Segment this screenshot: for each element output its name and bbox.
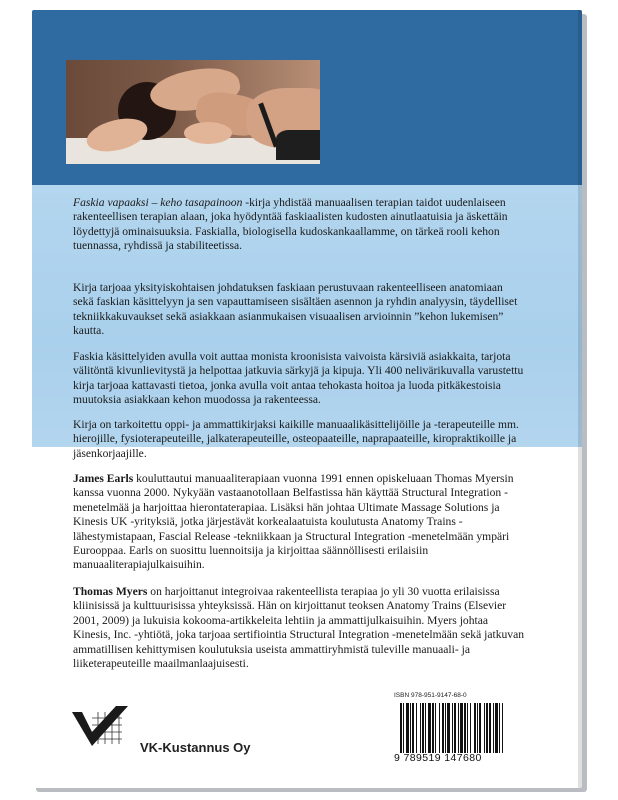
barcode-bar: [499, 703, 500, 753]
author-bio-earls: [73, 472, 525, 573]
publisher-name: VK-Kustannus Oy: [140, 740, 251, 755]
barcode-bar: [428, 703, 431, 753]
barcode-bars: [399, 703, 523, 753]
barcode-bar: [467, 703, 468, 753]
barcode-bar: [435, 703, 436, 753]
intro-paragraph: [73, 196, 525, 254]
author-bio-myers: [73, 585, 525, 671]
barcode-bar: [432, 703, 434, 753]
barcode-bar: [452, 703, 453, 753]
barcode-bar: [486, 703, 488, 753]
barcode-bar: [484, 703, 485, 753]
massage-photo: [66, 60, 320, 164]
barcode-bar: [470, 703, 471, 753]
author-name-earls: James Earls: [73, 472, 134, 485]
barcode-bar: [502, 703, 503, 753]
vk-logo-icon: [70, 706, 134, 746]
barcode-bar: [460, 703, 463, 753]
author-name-myers: Thomas Myers: [73, 585, 148, 598]
barcode-bar: [489, 703, 491, 753]
barcode-bar: [416, 703, 417, 753]
barcode-bar: [400, 703, 402, 753]
barcode-bar: [458, 703, 459, 753]
author-text-earls: kouluttautui manuaaliterapiaan vuonna 1991 ennen opiskeluaan Thomas Myersin kanssa vuonna 2000. Nykyään vastaanotollaan Belfastissa hän käyttää Structural Integration -menetelmää ja harjoittaa hierontaterapiaa. Lisäksi hän johtaa Ultimate Massage Solutions ja Kinesis UK -yrityksiä, jotka järjestävät korkealaatuista koulutusta Anatomy Trains -lähestymistapaan, Fascial Release -tekniikkaan ja Structural Integration -menetelmään ympäri Eurooppaa. Earls on suosittu luennoitsija ja kirjoittaa säännöllisesti erilaisiin manuaaliterapiajulkaisuihin.: [73, 472, 514, 572]
barcode-number: 9 789519 147680: [394, 752, 482, 764]
barcode-bar: [420, 703, 421, 753]
intro-text: -kirja yhdistää manuaalisen terapian taidot uudenlaiseen rakenteellisen terapian alaan, joka hyödyntää faskiaalisten kudosten ainutlaatuisia ja äskettäin löydettyjä ominaisuuksia. Faskialla, biologisella kudoskankaallamme, on tärkeä rooli kehon tuennassa, ryhdissä ja stabiliteetissa.: [73, 196, 508, 253]
barcode-bar: [425, 703, 426, 753]
author-text-myers: on harjoittanut integroivaa rakenteellista terapiaa jo yli 30 vuotta erilaisissa kliinisissä ja kulttuurisissa yhteyksissä. Hän on kirjoittanut teoksen Anatomy Trains (Elsevier 2001, 2009) ja lukuisia kokooma-artikkeleita lehtiin ja ammattijulkaisuihin. Myers johtaa Kinesis, Inc. -yhtiötä, joka tarjoaa sertifiointia Structural Integration -menetelmään sekä jatkuvan ammatillisen kehittymisen koulutuksia useista ammattiryhmistä tuleville manuaali- ja liiketerapeuteille maailmanlaajuisesti.: [73, 585, 525, 671]
barcode-bar: [464, 703, 466, 753]
barcode-bar: [442, 703, 444, 753]
barcode-bar: [454, 703, 456, 753]
spine-edge: [578, 10, 582, 788]
barcode-bar: [422, 703, 424, 753]
barcode-bar: [479, 703, 481, 753]
isbn-label: ISBN 978-951-9147-68-0: [394, 692, 467, 699]
paragraph-4: Kirja on tarkoitettu oppi- ja ammattikirjaksi kaikille manuaalikäsittelijöille ja -terapeuteille mm. hierojille, fysioterapeuteille, jalkaterapeuteille, osteopaateille, naprapaateille, kiropraktikoille ja jäsenkorjaajille.: [73, 418, 519, 460]
paragraph-3: Faskia käsittelyiden avulla voit auttaa monista kroonisista vaivoista kärsiviä asiakkaita, tarjota välitöntä kivunlievitystä ja helpottaa jatkuvia särkyjä ja kipuja. Yli 400 nelivärikuvalla varustettu kirja tarjoaa kattavasti tietoa, jonka avulla voit antaa tehokasta hoitoa ja luoda pitkäkestoisia muutoksia asiakkaan kehon muodossa ja rakenteessa.: [73, 350, 524, 407]
barcode-bar: [403, 703, 404, 753]
barcode-bar: [445, 703, 446, 753]
book-title-italic: Faskia vapaaksi – keho tasapainoon: [73, 196, 243, 209]
barcode-bar: [410, 703, 411, 753]
barcode-bar: [477, 703, 478, 753]
barcode-bar: [447, 703, 450, 753]
barcode-bar: [439, 703, 440, 753]
barcode-bar: [495, 703, 498, 753]
barcode-bar: [406, 703, 409, 753]
barcode: [399, 703, 523, 753]
barcode-bar: [412, 703, 414, 753]
barcode-bar: [474, 703, 476, 753]
barcode-bar: [493, 703, 494, 753]
paragraph-2: Kirja tarjoaa yksityiskohtaisen johdatuksen faskiaan perustuvaan rakenteelliseen anatomiaan sekä faskian käsittelyyn ja sen vapauttamiseen sisältäen asennon ja ryhdin analyysin, täydelliset tekniikkakuvaukset sekä asiakkaan asianmukaisen visuaalisen arvioinnin ”kehon lukemisen” kautta.: [73, 281, 518, 338]
